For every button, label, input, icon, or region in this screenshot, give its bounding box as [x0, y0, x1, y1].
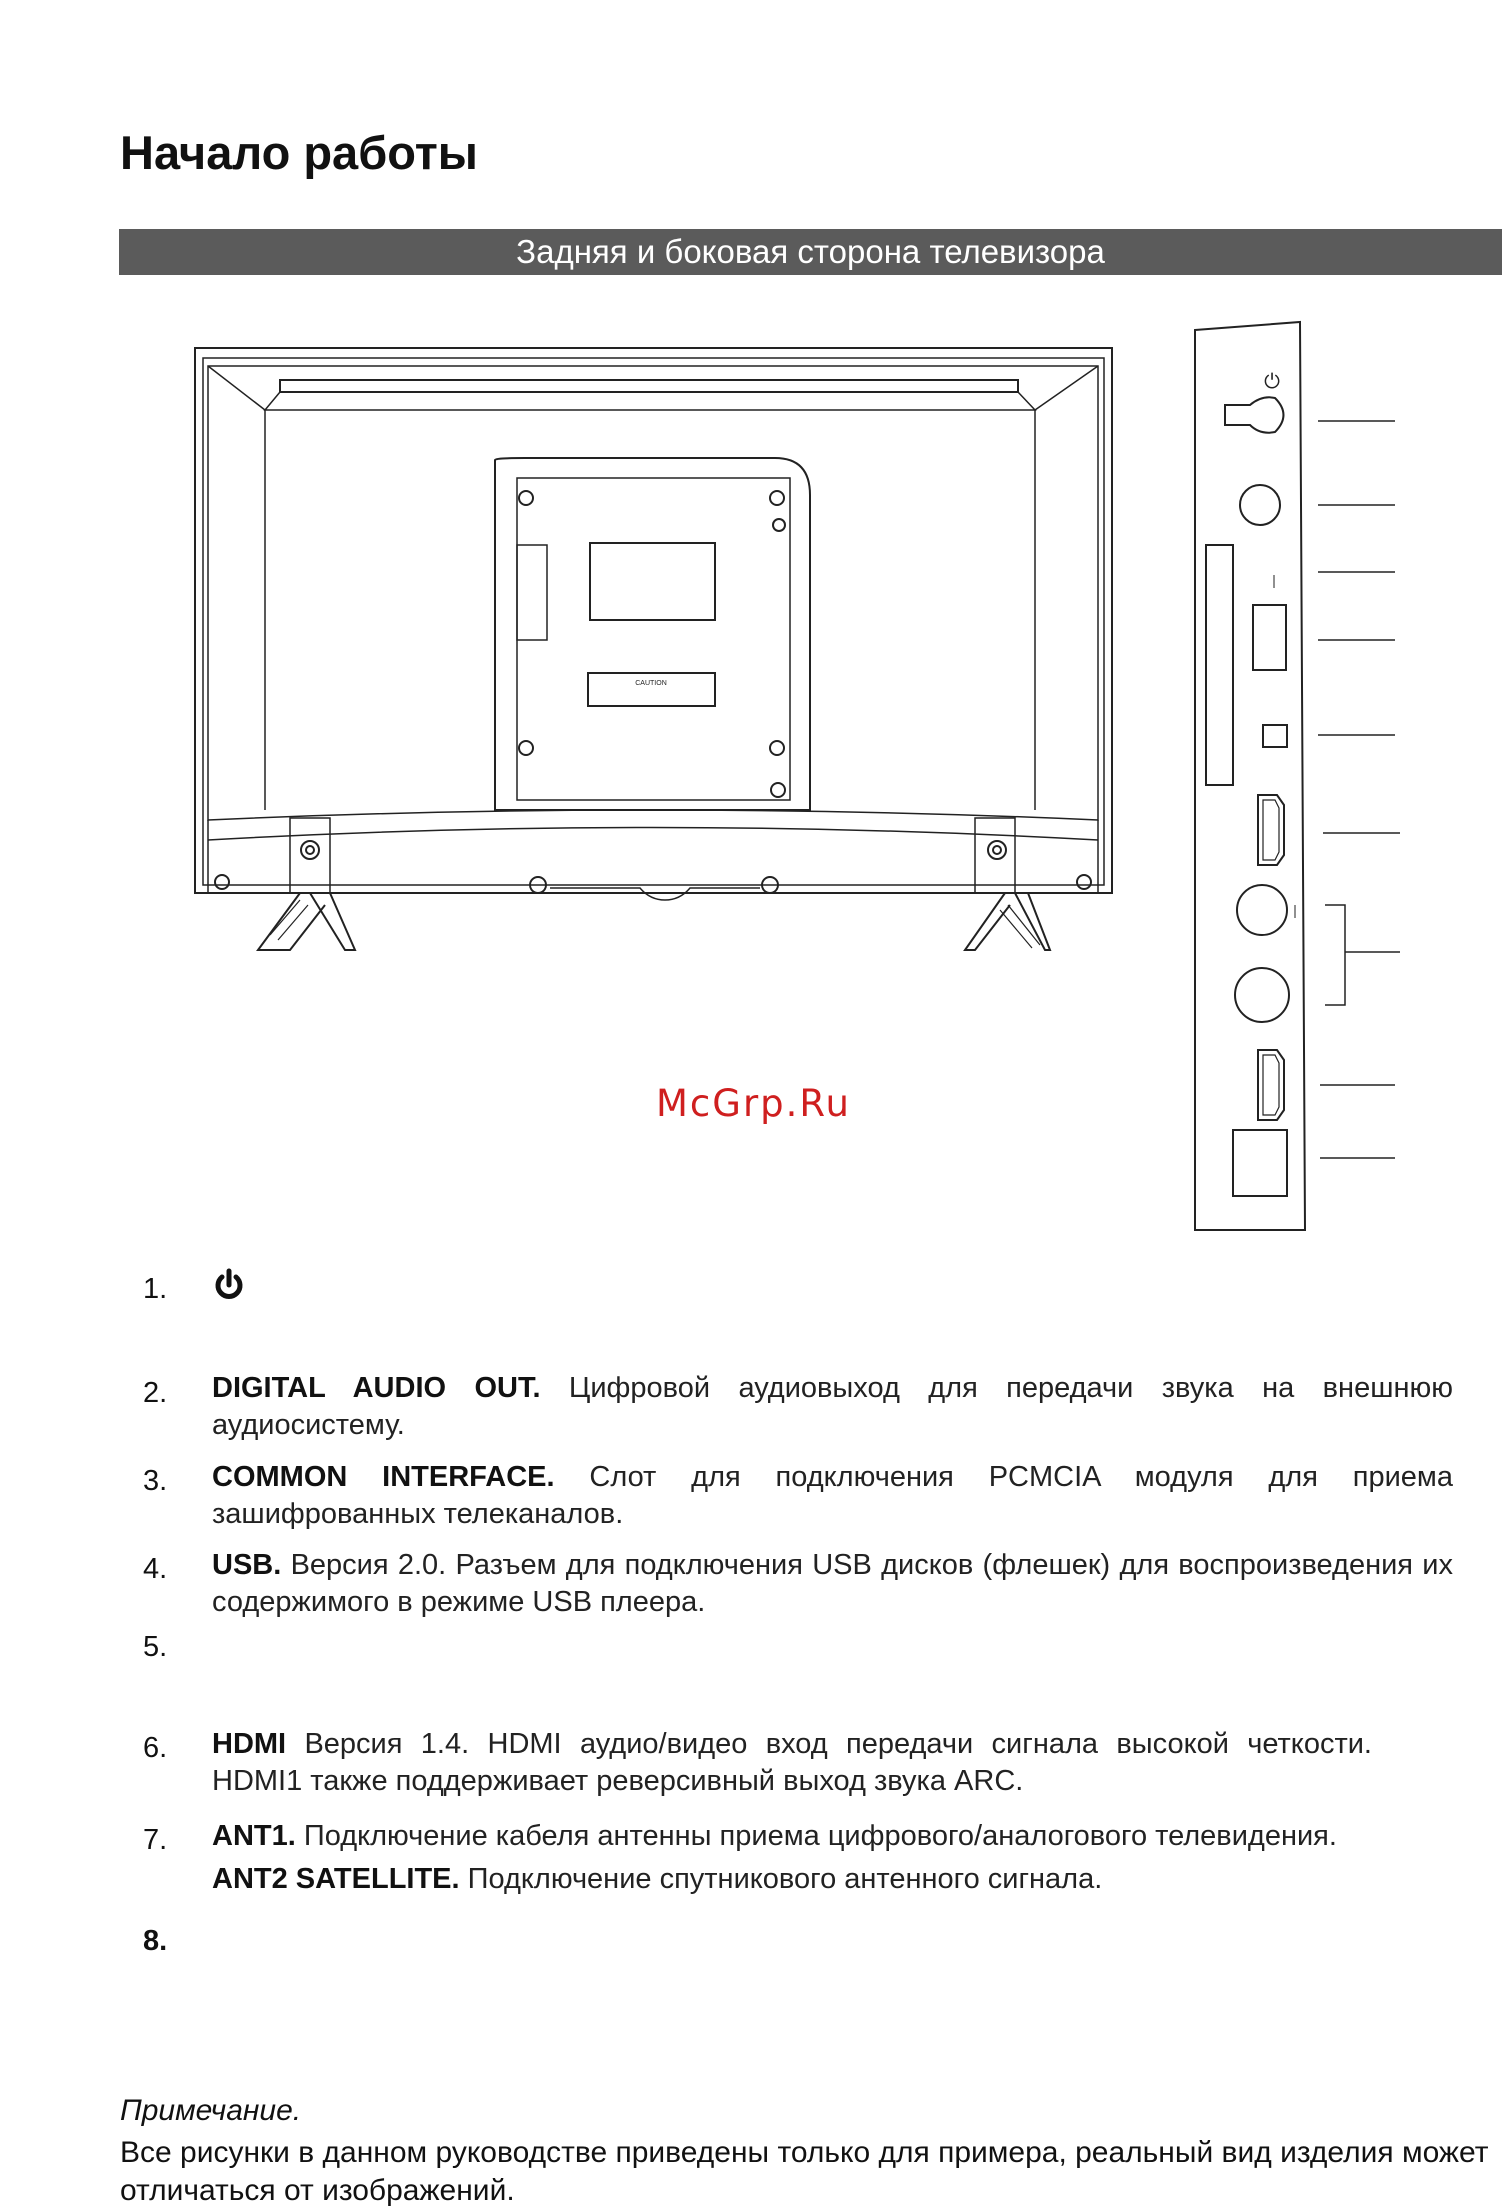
item-number: 2.: [143, 1377, 168, 1409]
note-title: Примечание.: [120, 2094, 302, 2127]
item-text: Цифровой аудиовыход для передачи звука на внешнюю аудиосистему.: [212, 1372, 1453, 1441]
item-term: USB.: [212, 1549, 282, 1581]
item-text: Подключение спутникового антенного сигнала.: [459, 1863, 1103, 1895]
list-item: [212, 1459, 1453, 1533]
item-term: COMMON INTERFACE.: [212, 1461, 555, 1493]
item-number: 6.: [143, 1732, 168, 1764]
caution-label: CAUTION: [635, 680, 667, 687]
item-number: 5.: [143, 1631, 168, 1663]
item-number: 4.: [143, 1553, 168, 1585]
page-title: Начало работы: [120, 126, 478, 179]
item-text: Слот для подключения PCMCIA модуля для приема зашифрованных телеканалов.: [212, 1461, 1453, 1530]
item-text: Версия 2.0. Разъем для подключения USB дисков (флешек) для воспроизведения их содержимого в режиме USB плеера.: [212, 1549, 1453, 1618]
tv-back-view: [195, 348, 1112, 950]
side-power-symbol: ⏻: [1264, 369, 1280, 393]
item-term: HDMI: [212, 1728, 287, 1760]
list-item: [212, 1818, 1453, 1855]
tv-side-panel: [1195, 322, 1400, 1230]
item-number: 3.: [143, 1465, 168, 1497]
note-text: Все рисунки в данном руководстве приведены только для примера, реальный вид изделия может отличаться от изображений.: [120, 2136, 1489, 2207]
item-number: 1.: [143, 1273, 168, 1305]
list-item: [212, 1861, 1453, 1898]
item-number: 8.: [143, 1925, 168, 1957]
section-header: Задняя и боковая сторона телевизора: [119, 229, 1502, 275]
item-term: ANT2 SATELLITE.: [212, 1863, 460, 1895]
list-item: [212, 1726, 1372, 1800]
item-term: ANT1.: [212, 1820, 296, 1852]
item-number: 7.: [143, 1824, 168, 1856]
item-text: Версия 1.4. HDMI аудио/видео вход передачи сигнала высокой четкости. HDMI1 также поддерживает реверсивный выход звука ARC.: [212, 1728, 1372, 1797]
power-icon: [212, 1268, 246, 1304]
list-item: [212, 1547, 1453, 1621]
watermark: McGrp.Ru: [656, 1082, 851, 1125]
list-item: [212, 1370, 1453, 1444]
item-term: DIGITAL AUDIO OUT.: [212, 1372, 541, 1404]
item-text: Подключение кабеля антенны приема цифрового/аналогового телевидения.: [295, 1820, 1337, 1852]
